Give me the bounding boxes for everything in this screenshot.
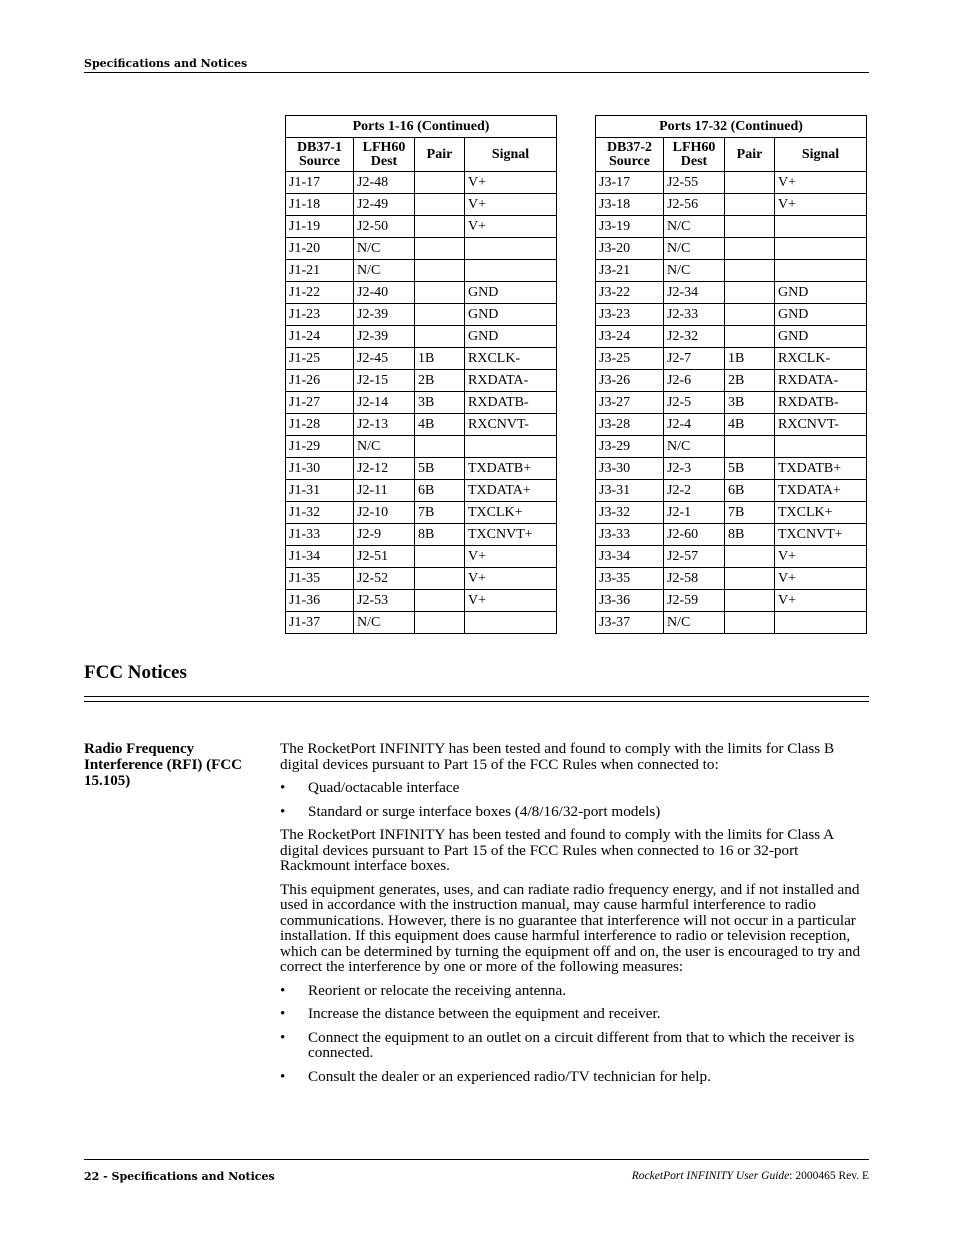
column-header [465, 138, 557, 172]
table-cell: N/C [664, 238, 725, 260]
table-cell: J2-51 [354, 546, 415, 568]
table-cell [775, 612, 867, 634]
table-cell: J1-37 [286, 612, 354, 634]
table-cell: TXDATB+ [465, 458, 557, 480]
footer-revision: : 2000465 Rev. E [789, 1170, 869, 1182]
table-row [286, 194, 557, 216]
table-cell: TXDATB+ [775, 458, 867, 480]
table-cell: 6B [725, 480, 775, 502]
table-cell: J1-24 [286, 326, 354, 348]
table-cell: 3B [415, 392, 465, 414]
section-title: FCC Notices [84, 662, 187, 683]
table-cell: J2-1 [664, 502, 725, 524]
table-cell: J2-5 [664, 392, 725, 414]
table-cell: N/C [354, 612, 415, 634]
table-cell: 6B [415, 480, 465, 502]
table-cell: V+ [465, 194, 557, 216]
table-cell: J1-36 [286, 590, 354, 612]
table-cell: J3-25 [596, 348, 664, 370]
table-cell: J2-14 [354, 392, 415, 414]
table-row [596, 612, 867, 634]
table-cell: J1-35 [286, 568, 354, 590]
table-cell: J3-29 [596, 436, 664, 458]
table-cell: J3-19 [596, 216, 664, 238]
footer-document-id [632, 1170, 869, 1182]
table-cell: RXCLK- [465, 348, 557, 370]
paragraph: The RocketPort INFINITY has been tested and found to comply with the limits for Class B digital devices pursuant to Part 15 of the FCC Rules when connected to: [280, 740, 835, 773]
table-row [596, 172, 867, 194]
table-row [286, 238, 557, 260]
column-header [415, 138, 465, 172]
table-cell [725, 216, 775, 238]
bullet-icon: • [280, 1067, 286, 1085]
table-cell: J1-33 [286, 524, 354, 546]
table-cell: J3-30 [596, 458, 664, 480]
list-item-text: Standard or surge interface boxes (4/8/16/32-port models) [308, 802, 661, 820]
table-cell: J1-18 [286, 194, 354, 216]
table-cell: J1-29 [286, 436, 354, 458]
table-cell: N/C [354, 436, 415, 458]
list-item [280, 780, 870, 796]
table-row [596, 282, 867, 304]
table-cell: J2-13 [354, 414, 415, 436]
table-cell: J1-30 [286, 458, 354, 480]
table-cell [415, 260, 465, 282]
table-cell [775, 238, 867, 260]
table-cell: J2-49 [354, 194, 415, 216]
table-cell: J1-17 [286, 172, 354, 194]
header-rule [84, 72, 869, 73]
table-caption: Ports 1-16 (Continued) [286, 116, 557, 138]
table-cell: J3-24 [596, 326, 664, 348]
table-cell: J1-23 [286, 304, 354, 326]
column-header [286, 138, 354, 172]
table-cell: J2-39 [354, 326, 415, 348]
list-item-text: Reorient or relocate the receiving antenna. [308, 981, 567, 999]
table-cell: J2-58 [664, 568, 725, 590]
table-cell: 7B [415, 502, 465, 524]
table-cell [465, 436, 557, 458]
table-row [286, 590, 557, 612]
fcc-body-text [280, 741, 870, 1092]
column-header-line: Source [609, 153, 650, 169]
table-cell: J3-23 [596, 304, 664, 326]
table-cell: J2-56 [664, 194, 725, 216]
table-row [596, 524, 867, 546]
table-cell: J2-4 [664, 414, 725, 436]
table-cell [415, 282, 465, 304]
table-cell [725, 546, 775, 568]
table-cell: J3-35 [596, 568, 664, 590]
table-cell: V+ [465, 546, 557, 568]
table-cell: J3-26 [596, 370, 664, 392]
table-row [286, 348, 557, 370]
table-cell: J3-27 [596, 392, 664, 414]
column-header-line: Pair [736, 146, 763, 162]
table-row [596, 194, 867, 216]
list-item-text: Consult the dealer or an experienced radio/TV technician for help. [308, 1067, 711, 1085]
table-cell: TXDATA+ [775, 480, 867, 502]
table-cell: 3B [725, 392, 775, 414]
table-cell: J2-10 [354, 502, 415, 524]
table-row [596, 238, 867, 260]
table-cell: V+ [775, 568, 867, 590]
table-cell: RXDATB- [465, 392, 557, 414]
table-row [596, 568, 867, 590]
table-cell [775, 216, 867, 238]
column-header [725, 138, 775, 172]
table-cell: J1-20 [286, 238, 354, 260]
table-cell: 4B [725, 414, 775, 436]
list-item-text: Connect the equipment to an outlet on a circuit different from that to which the receiver is connected. [308, 1028, 855, 1061]
table-cell: GND [775, 282, 867, 304]
table-cell [725, 568, 775, 590]
table-cell: GND [465, 304, 557, 326]
section-double-rule [84, 696, 869, 702]
table-cell: J2-53 [354, 590, 415, 612]
table-cell: J2-3 [664, 458, 725, 480]
table-cell [465, 238, 557, 260]
subsection-heading: Radio Frequency Interference (RFI) (FCC 15.105) [84, 741, 242, 789]
footer-page-label: 22 - Specifications and Notices [84, 1170, 275, 1183]
table-cell: RXDATA- [465, 370, 557, 392]
table-row [596, 260, 867, 282]
table-cell: 2B [725, 370, 775, 392]
table-cell: V+ [775, 172, 867, 194]
table-row [596, 392, 867, 414]
table-cell: TXCLK+ [465, 502, 557, 524]
table-cell: 2B [415, 370, 465, 392]
table-cell: TXCNVT+ [465, 524, 557, 546]
column-header [354, 138, 415, 172]
table-row [286, 326, 557, 348]
table-cell: TXDATA+ [465, 480, 557, 502]
table-cell: J1-27 [286, 392, 354, 414]
table-cell: RXCLK- [775, 348, 867, 370]
table-cell: J2-57 [664, 546, 725, 568]
table-cell [415, 612, 465, 634]
table-header-row [596, 138, 867, 172]
table-cell: J2-59 [664, 590, 725, 612]
table-cell: J2-34 [664, 282, 725, 304]
table-cell: J3-33 [596, 524, 664, 546]
table-cell [725, 238, 775, 260]
table-cell: J3-32 [596, 502, 664, 524]
table-cell [725, 260, 775, 282]
table-cell: RXCNVT- [775, 414, 867, 436]
table-cell: J3-31 [596, 480, 664, 502]
table-cell: GND [465, 282, 557, 304]
list-item [280, 1030, 870, 1061]
bullet-list [280, 780, 870, 819]
table-cell: J2-40 [354, 282, 415, 304]
table-cell: J2-52 [354, 568, 415, 590]
column-header [596, 138, 664, 172]
table-row [596, 480, 867, 502]
table-cell: V+ [775, 590, 867, 612]
table-cell: J2-12 [354, 458, 415, 480]
table-cell: J1-31 [286, 480, 354, 502]
table-row [596, 326, 867, 348]
table-cell [775, 260, 867, 282]
column-header-line: LFH60 [672, 139, 716, 155]
table-cell: J1-25 [286, 348, 354, 370]
table-cell: J2-50 [354, 216, 415, 238]
table-cell: J3-17 [596, 172, 664, 194]
table-row [596, 546, 867, 568]
table-cell: J2-9 [354, 524, 415, 546]
list-item [280, 1069, 870, 1085]
table-cell: V+ [465, 568, 557, 590]
table-cell: J2-6 [664, 370, 725, 392]
table-cell: 8B [415, 524, 465, 546]
table-caption: Ports 17-32 (Continued) [596, 116, 867, 138]
table-row [596, 348, 867, 370]
table-cell: J3-28 [596, 414, 664, 436]
column-header [775, 138, 867, 172]
table-cell: J1-22 [286, 282, 354, 304]
table-cell: J3-21 [596, 260, 664, 282]
table-cell: V+ [775, 194, 867, 216]
column-header [664, 138, 725, 172]
table-row [286, 458, 557, 480]
table-cell: J3-34 [596, 546, 664, 568]
list-item [280, 983, 870, 999]
list-item-text: Increase the distance between the equipment and receiver. [308, 1005, 661, 1022]
column-header-line: DB37-2 [606, 139, 653, 155]
table-cell [415, 590, 465, 612]
bullet-icon: • [280, 779, 286, 796]
table-cell: J3-36 [596, 590, 664, 612]
list-item-text: Quad/octacable interface [308, 779, 460, 796]
table-row [286, 480, 557, 502]
column-header-line: Signal [801, 146, 840, 162]
table-cell: N/C [664, 612, 725, 634]
table-body [596, 172, 867, 634]
list-item [280, 1006, 870, 1022]
table-cell: V+ [465, 590, 557, 612]
table-cell: RXCNVT- [465, 414, 557, 436]
bullet-list [280, 983, 870, 1085]
table-cell: J1-34 [286, 546, 354, 568]
paragraph: This equipment generates, uses, and can radiate radio frequency energy, and if not installed and used in accordance with the instruction manual, may cause harmful interference to radio communications. However, there is no guarantee that interference will not occur in a particular installation. If this equipment does cause harmful interference to radio or television reception, which can be determined by turning the equipment off and on, the user is encouraged to try and correct the interference by one or more of the following measures: [280, 880, 861, 975]
column-header-line: DB37-1 [296, 139, 343, 155]
table-cell: N/C [664, 260, 725, 282]
table-cell [725, 612, 775, 634]
table-cell: 4B [415, 414, 465, 436]
table-cell [415, 238, 465, 260]
table-cell: J2-2 [664, 480, 725, 502]
table-row [596, 502, 867, 524]
table-cell: GND [775, 304, 867, 326]
table-row [286, 524, 557, 546]
table-cell: N/C [354, 260, 415, 282]
table-cell: 7B [725, 502, 775, 524]
table-cell: J3-18 [596, 194, 664, 216]
table-cell [415, 546, 465, 568]
column-header-line: Pair [426, 146, 453, 162]
table-cell: J1-28 [286, 414, 354, 436]
table-cell [725, 194, 775, 216]
table-cell [415, 216, 465, 238]
table-cell: V+ [775, 546, 867, 568]
table-row [596, 414, 867, 436]
table-row [286, 392, 557, 414]
table-cell: J2-48 [354, 172, 415, 194]
table-cell: 1B [415, 348, 465, 370]
column-header-line: Dest [370, 153, 398, 169]
table-cell: V+ [465, 216, 557, 238]
table-row [596, 458, 867, 480]
column-header-line: Signal [491, 146, 530, 162]
column-header-line: Dest [680, 153, 708, 169]
table-cell: 1B [725, 348, 775, 370]
table-row [286, 304, 557, 326]
bullet-icon: • [280, 802, 286, 820]
table-cell: J1-21 [286, 260, 354, 282]
table-body [286, 172, 557, 634]
table-row [286, 502, 557, 524]
table-cell: N/C [664, 216, 725, 238]
table-cell [725, 282, 775, 304]
table-cell: J2-15 [354, 370, 415, 392]
pinout-table-ports-1-16 [285, 115, 557, 634]
table-cell: J2-11 [354, 480, 415, 502]
table-row [286, 216, 557, 238]
table-cell: J1-26 [286, 370, 354, 392]
table-row [286, 568, 557, 590]
table-cell: 5B [725, 458, 775, 480]
column-header-line: Source [299, 153, 340, 169]
column-header-line: LFH60 [362, 139, 406, 155]
table-cell [775, 436, 867, 458]
table-cell: J3-20 [596, 238, 664, 260]
pinout-table-ports-17-32 [595, 115, 867, 634]
footer-guide-title: RocketPort INFINITY User Guide [631, 1170, 790, 1182]
table-cell: 5B [415, 458, 465, 480]
table-cell: J1-19 [286, 216, 354, 238]
paragraph: The RocketPort INFINITY has been tested and found to comply with the limits for Class A digital devices pursuant to Part 15 of the FCC Rules when connected to 16 or 32-port Rackmount interface boxes. [280, 826, 834, 874]
table-cell: GND [465, 326, 557, 348]
table-cell: N/C [664, 436, 725, 458]
table-cell: J2-39 [354, 304, 415, 326]
table-cell [415, 304, 465, 326]
footer-rule [84, 1159, 869, 1160]
table-cell [725, 304, 775, 326]
table-row [596, 436, 867, 458]
table-row [596, 370, 867, 392]
table-row [286, 370, 557, 392]
table-cell: J2-7 [664, 348, 725, 370]
table-cell: J2-33 [664, 304, 725, 326]
table-row [286, 546, 557, 568]
table-cell: 8B [725, 524, 775, 546]
table-cell [725, 436, 775, 458]
table-header-row [286, 138, 557, 172]
table-row [286, 260, 557, 282]
table-cell: J1-32 [286, 502, 354, 524]
table-cell [725, 590, 775, 612]
bullet-icon: • [280, 1028, 286, 1046]
table-cell: J2-45 [354, 348, 415, 370]
table-cell: RXDATA- [775, 370, 867, 392]
table-cell: J3-22 [596, 282, 664, 304]
table-cell: RXDATB- [775, 392, 867, 414]
table-cell [465, 612, 557, 634]
table-cell [415, 436, 465, 458]
bullet-icon: • [280, 1005, 286, 1022]
table-cell [725, 172, 775, 194]
table-cell [415, 194, 465, 216]
table-row [596, 304, 867, 326]
table-cell [465, 260, 557, 282]
table-cell: TXCNVT+ [775, 524, 867, 546]
list-item [280, 804, 870, 820]
table-row [286, 436, 557, 458]
table-row [596, 590, 867, 612]
table-cell: J3-37 [596, 612, 664, 634]
running-head: Specifications and Notices [84, 57, 248, 70]
table-cell [415, 568, 465, 590]
table-row [596, 216, 867, 238]
table-row [286, 414, 557, 436]
table-cell [415, 172, 465, 194]
table-cell: GND [775, 326, 867, 348]
table-cell: V+ [465, 172, 557, 194]
table-row [286, 612, 557, 634]
bullet-icon: • [280, 981, 286, 999]
table-row [286, 172, 557, 194]
table-cell: J2-55 [664, 172, 725, 194]
table-cell: TXCLK+ [775, 502, 867, 524]
table-cell: N/C [354, 238, 415, 260]
table-cell: J2-60 [664, 524, 725, 546]
table-cell [725, 326, 775, 348]
table-cell: J2-32 [664, 326, 725, 348]
table-row [286, 282, 557, 304]
table-cell [415, 326, 465, 348]
